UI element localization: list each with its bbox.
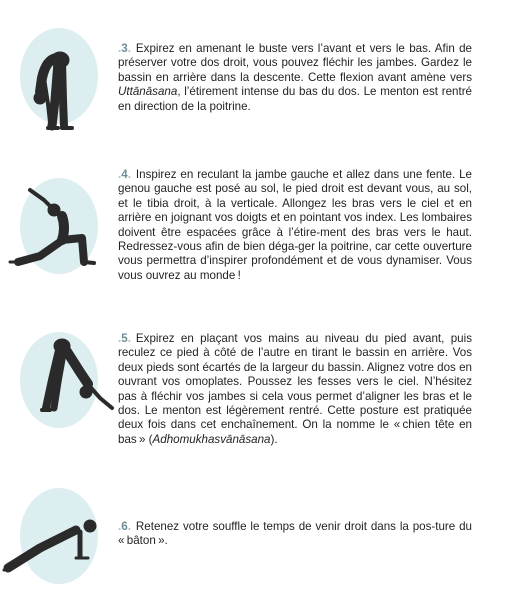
step-number: .6.: [118, 520, 131, 533]
step-number: .4.: [118, 168, 131, 181]
step-5-text: .5. Expirez en plaçant vos mains au niveau du pied avant, puis reculez ce pied à côté de l’autre en tirant le bassin en arrière. Vos deux pieds sont écartés de la largeur du bassin. Alignez votre dos en ouvrant vos omoplates. Poussez les fesses vers le ciel. N’hésitez pas à fléchir vos jambes si cela vous permet d’aligner les bras et le dos. Le menton est légèrement rentré. Cette posture est pratiquée deux fois dans cet enchaînement. On la nomme le « chien tête en bas » (Adhomukhasvānāsana).: [118, 332, 472, 446]
step-6-text: .6. Retenez votre souffle le temps de venir droit dans la pos-ture du « bâton ».: [118, 520, 472, 548]
step-3-text: .3. Expirez en amenant le buste vers l’avant et vers le bas. Afin de préserver votre dos droit, vous pouvez fléchir les jambes. Gardez le bassin en arrière dans la descente. Cette flexion avant amène vers Uttānāsana, l’étirement intense du bas du dos. Le menton est rentré en direction de la poitrine.: [118, 42, 472, 113]
step-number: .5.: [118, 332, 131, 345]
plank-figure-icon: [0, 0, 120, 600]
step-4-text: .4. Inspirez en reculant la jambe gauche et allez dans une fente. Le genou gauche est posé au sol, le pied droit est devant vous, au sol, et le tibia droit, à la verticale. Allongez les bras vers le ciel et en arrière en joignant vos doigts et en pointant vos index. Les lombaires doivent être espacées grâce à l’étire-ment des bras vers le haut. Redressez-vous afin de bien déga-ger la poitrine, car cette ouverture vous permettra d’inspirer profondément et de vous dynamiser. Vous vous ouvrez au monde !: [118, 168, 472, 282]
step-number: .3.: [118, 42, 131, 55]
